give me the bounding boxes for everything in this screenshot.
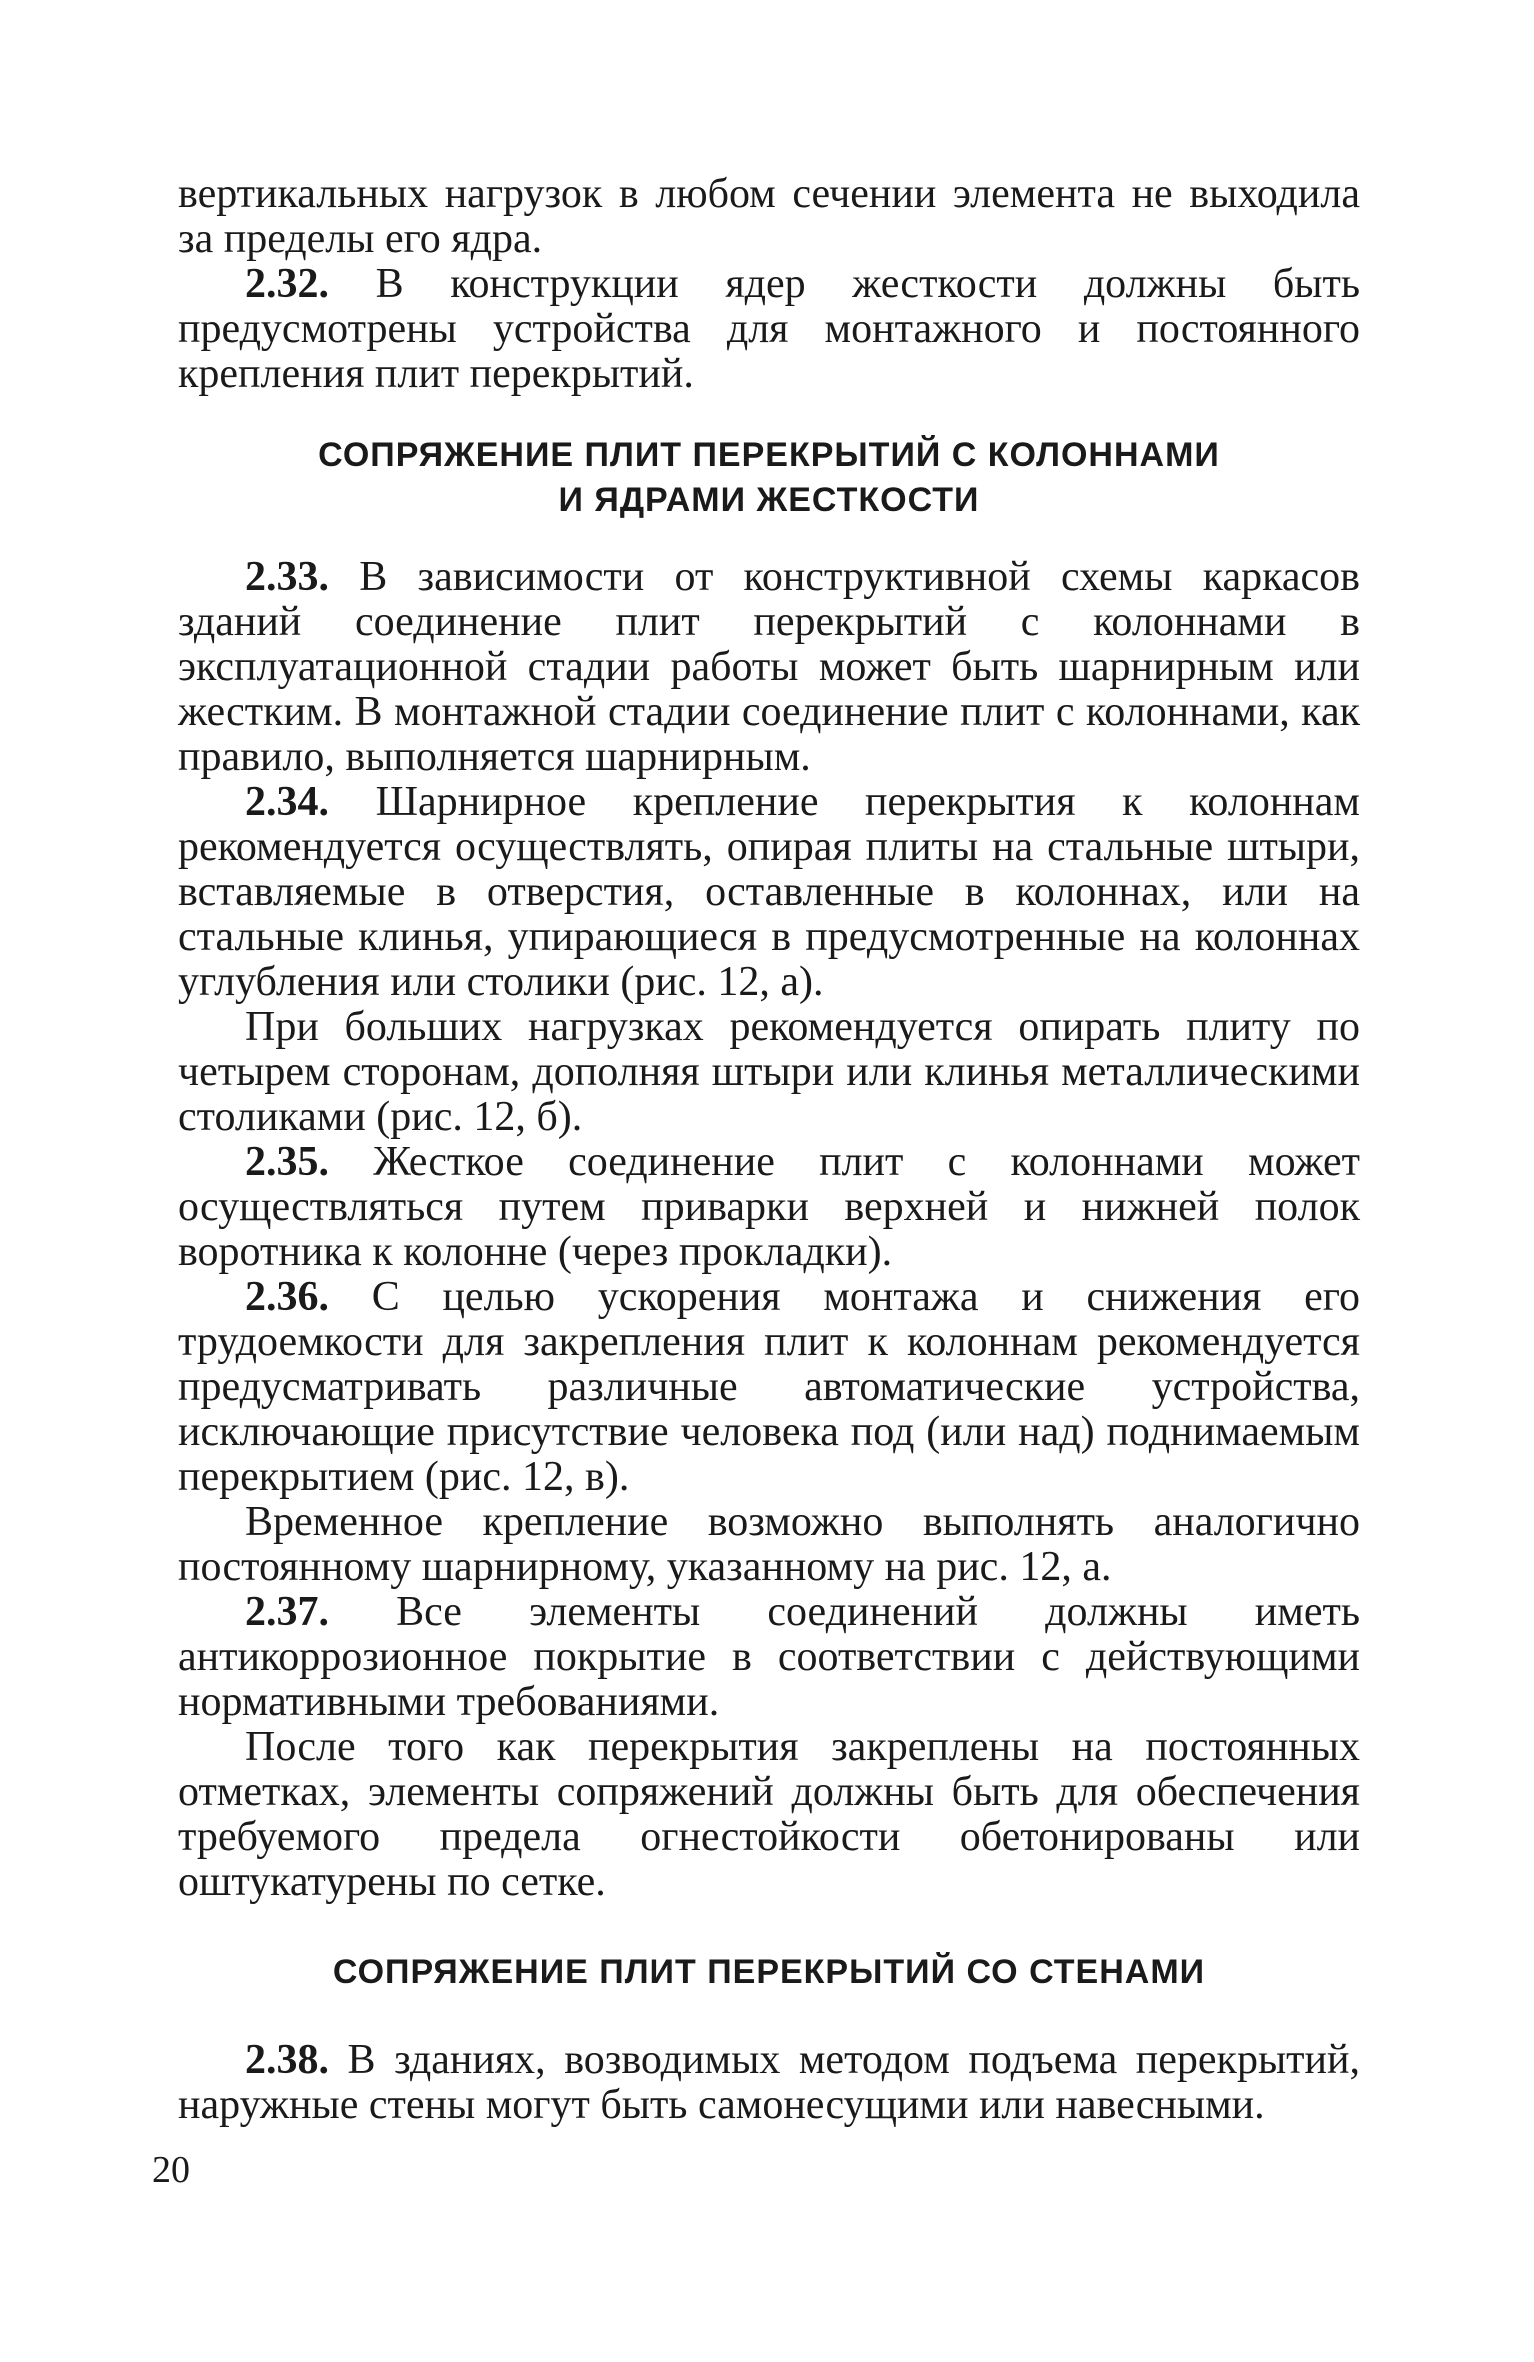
paragraph-2-37 — [178, 1590, 1360, 1725]
paragraph-2-35 — [178, 1140, 1360, 1275]
clause-number: 2.32. — [245, 261, 329, 307]
paragraph-text: С целью ускорения монтажа и снижения его трудоемкости для закрепления плит к колоннам рекомендуется предусматривать различные автоматические устройства, исключающие присутствие человека под (или над) поднимаемым перекрытием (рис. 12, в). — [178, 1274, 1360, 1500]
intro-block — [178, 172, 1360, 397]
paragraph-2-36 — [178, 1275, 1360, 1500]
section-heading-line: СОПРЯЖЕНИЕ ПЛИТ ПЕРЕКРЫТИЙ С КОЛОННАМИ — [318, 436, 1220, 474]
section-heading-walls: СОПРЯЖЕНИЕ ПЛИТ ПЕРЕКРЫТИЙ СО СТЕНАМИ — [332, 1953, 1206, 1991]
paragraph-2-33 — [178, 555, 1360, 780]
paragraph-text: В конструкции ядер жесткости должны быть предусмотрены устройства для монтажного и постоянного крепления плит перекрытий. — [178, 261, 1360, 397]
clause-number: 2.36. — [245, 1274, 329, 1320]
clause-number: 2.35. — [245, 1139, 329, 1185]
paragraph-text: Жесткое соединение плит с колоннами может осуществляться путем приварки верхней и нижней полок воротника к колонне (через прокладки). — [178, 1139, 1360, 1275]
page-number: 20 — [152, 2149, 190, 2191]
section-walls-body — [178, 2038, 1360, 2128]
clause-number: 2.38. — [245, 2037, 329, 2083]
paragraph-2-34 — [178, 780, 1360, 1005]
paragraph-fire-protection — [178, 1725, 1360, 1905]
paragraph-text: В зданиях, возводимых методом подъема перекрытий, наружные стены могут быть самонесущими или навесными. — [178, 2037, 1360, 2128]
paragraph-heavy-loads — [178, 1005, 1360, 1140]
section-heading-columns — [178, 433, 1360, 523]
paragraph-temporary-fixing — [178, 1500, 1360, 1590]
paragraph-text: вертикальных нагрузок в любом сечении элемента не выходила за пределы его ядра. — [178, 171, 1360, 262]
section-heading-line: И ЯДРАМИ ЖЕСТКОСТИ — [558, 481, 980, 519]
paragraph-text: При больших нагрузках рекомендуется опирать плиту по четырем сторонам, дополняя штыри или клинья металлическими столиками (рис. 12, б). — [178, 1004, 1360, 1140]
paragraph-continuation — [178, 172, 1360, 262]
clause-number: 2.34. — [245, 779, 329, 825]
paragraph-text: В зависимости от конструктивной схемы каркасов зданий соединение плит перекрытий с колоннами в эксплуатационной стадии работы может быть шарнирным или жестким. В монтажной стадии соединение плит с колоннами, как правило, выполняется шарнирным. — [178, 554, 1360, 780]
paragraph-2-38 — [178, 2038, 1360, 2128]
paragraph-text: После того как перекрытия закреплены на постоянных отметках, элементы сопряжений должны быть для обеспечения требуемого предела огнестойкости обетонированы или оштукатурены по сетке. — [178, 1724, 1360, 1905]
clause-number: 2.37. — [245, 1589, 329, 1635]
section-columns-body — [178, 555, 1360, 1905]
paragraph-text: Шарнирное крепление перекрытия к колоннам рекомендуется осуществлять, опирая плиты на стальные штыри, вставляемые в отверстия, оставленные в колоннах, или на стальные клинья, упирающиеся в предусмотренные на колоннах углубления или столики (рис. 12, а). — [178, 779, 1360, 1005]
clause-number: 2.33. — [245, 554, 329, 600]
paragraph-2-32 — [178, 262, 1360, 397]
paragraph-text: Временное крепление возможно выполнять аналогично постоянному шарнирному, указанному на рис. 12, а. — [178, 1499, 1360, 1590]
document-page — [178, 172, 1360, 2128]
paragraph-text: Все элементы соединений должны иметь антикоррозионное покрытие в соответствии с действующими нормативными требованиями. — [178, 1589, 1360, 1725]
